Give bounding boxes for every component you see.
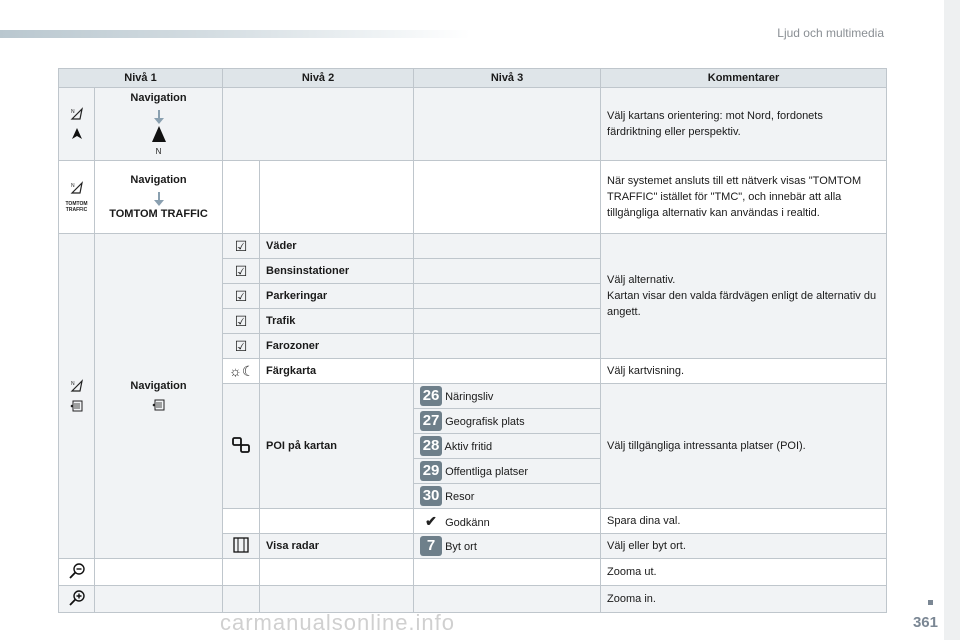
radar-comment: Välj eller byt ort. bbox=[601, 534, 887, 559]
option-traffic: Trafik bbox=[260, 309, 414, 334]
poi-label: POI på kartan bbox=[260, 384, 414, 509]
option-weather: Väder bbox=[260, 234, 414, 259]
nav-pointer-icon bbox=[70, 127, 84, 141]
options-comment: Välj alternativ. Kartan visar den valda färdvägen enligt de alternativ du angett. bbox=[601, 234, 887, 359]
zoom-in-icon bbox=[68, 589, 86, 607]
north-letter: N bbox=[155, 147, 162, 156]
watermark: carmanualsonline.info bbox=[220, 610, 456, 635]
column-header-level2: Nivå 2 bbox=[223, 69, 414, 88]
level1-icons bbox=[59, 88, 95, 161]
level1-navigation bbox=[95, 234, 223, 559]
nav-pointer-icon bbox=[152, 126, 166, 142]
level1-navigation bbox=[95, 161, 223, 234]
map-settings-icon bbox=[152, 398, 166, 412]
checkbox-icon: ☑ bbox=[234, 312, 248, 329]
navigation-label: Navigation bbox=[130, 92, 187, 104]
page-marker bbox=[928, 600, 933, 605]
side-strip bbox=[944, 0, 960, 640]
poi-number-badge: 27 bbox=[420, 411, 442, 431]
poi-item: 27 Geografisk plats bbox=[414, 409, 601, 434]
tomtom-logo: TOMTOM TRAFFIC bbox=[65, 201, 88, 213]
checkbox-icon: ☑ bbox=[234, 337, 248, 354]
comment-cell: Välj kartans orientering: mot Nord, fordonets färdriktning eller perspektiv. bbox=[601, 88, 887, 161]
zoom-out-icon bbox=[68, 562, 86, 580]
poi-item: 30 Resor bbox=[414, 484, 601, 509]
section-title: Ljud och multimedia bbox=[777, 26, 884, 40]
navigation-settings-table bbox=[58, 68, 887, 613]
column-header-level1: Nivå 1 bbox=[59, 69, 223, 88]
color-map-comment: Välj kartvisning. bbox=[601, 359, 887, 384]
page-number: 361 bbox=[912, 614, 938, 631]
level1-icons bbox=[59, 234, 95, 559]
down-arrow-icon bbox=[158, 192, 160, 202]
poi-number-badge: 26 bbox=[420, 386, 442, 406]
north-arrow-icon bbox=[70, 107, 84, 121]
approve-item: ✔ Godkänn bbox=[414, 509, 601, 534]
north-arrow-icon bbox=[70, 181, 84, 195]
navigation-label: Navigation bbox=[130, 380, 187, 392]
color-map-label: Färgkarta bbox=[260, 359, 414, 384]
radar-number-badge: 7 bbox=[420, 536, 442, 556]
table-row bbox=[59, 161, 887, 234]
poi-number-badge: 28 bbox=[420, 436, 442, 456]
column-header-comments: Kommentarer bbox=[601, 69, 887, 88]
tomtom-traffic-label: TOMTOM TRAFFIC bbox=[109, 208, 208, 220]
poi-comment: Välj tillgängliga intressanta platser (POI). bbox=[601, 384, 887, 509]
poi-icon bbox=[231, 435, 251, 455]
table-row bbox=[59, 88, 887, 161]
header-accent-bar bbox=[0, 30, 470, 38]
option-parking: Parkeringar bbox=[260, 284, 414, 309]
poi-item: 28 Aktiv fritid bbox=[414, 434, 601, 459]
navigation-label: Navigation bbox=[130, 174, 187, 186]
level1-icons bbox=[59, 161, 95, 234]
down-arrow-icon bbox=[158, 110, 160, 120]
checkbox-icon: ☑ bbox=[234, 237, 248, 254]
svg-text:N: N bbox=[70, 183, 75, 189]
day-night-icon: ☼☾ bbox=[229, 362, 255, 379]
header-row bbox=[59, 69, 887, 88]
map-settings-icon bbox=[70, 399, 84, 413]
table-row bbox=[59, 559, 887, 586]
table-row bbox=[59, 586, 887, 613]
comment-cell: När systemet ansluts till ett nätverk visas "TOMTOM TRAFFIC" istället för "TMC", och innebär att alla tillgängliga alternativ kan användas i realtid. bbox=[601, 161, 887, 234]
checkmark-icon: ✔ bbox=[425, 512, 437, 529]
approve-comment: Spara dina val. bbox=[601, 509, 887, 534]
option-danger-zones: Farozoner bbox=[260, 334, 414, 359]
poi-item: 29 Offentliga platser bbox=[414, 459, 601, 484]
table-row bbox=[59, 234, 887, 259]
radar-map-icon bbox=[232, 537, 250, 553]
svg-text:N: N bbox=[70, 109, 75, 115]
column-header-level3: Nivå 3 bbox=[414, 69, 601, 88]
poi-number-badge: 30 bbox=[420, 486, 442, 506]
radar-item: 7 Byt ort bbox=[414, 534, 601, 559]
zoom-out-comment: Zooma ut. bbox=[601, 559, 887, 586]
zoom-in-comment: Zooma in. bbox=[601, 586, 887, 613]
checkbox-icon: ☑ bbox=[234, 287, 248, 304]
radar-label: Visa radar bbox=[260, 534, 414, 559]
north-arrow-icon bbox=[70, 379, 84, 393]
svg-text:N: N bbox=[70, 381, 75, 387]
poi-number-badge: 29 bbox=[420, 461, 442, 481]
checkbox-icon: ☑ bbox=[234, 262, 248, 279]
level1-navigation bbox=[95, 88, 223, 161]
option-fuel-stations: Bensinstationer bbox=[260, 259, 414, 284]
poi-item: 26 Näringsliv bbox=[414, 384, 601, 409]
